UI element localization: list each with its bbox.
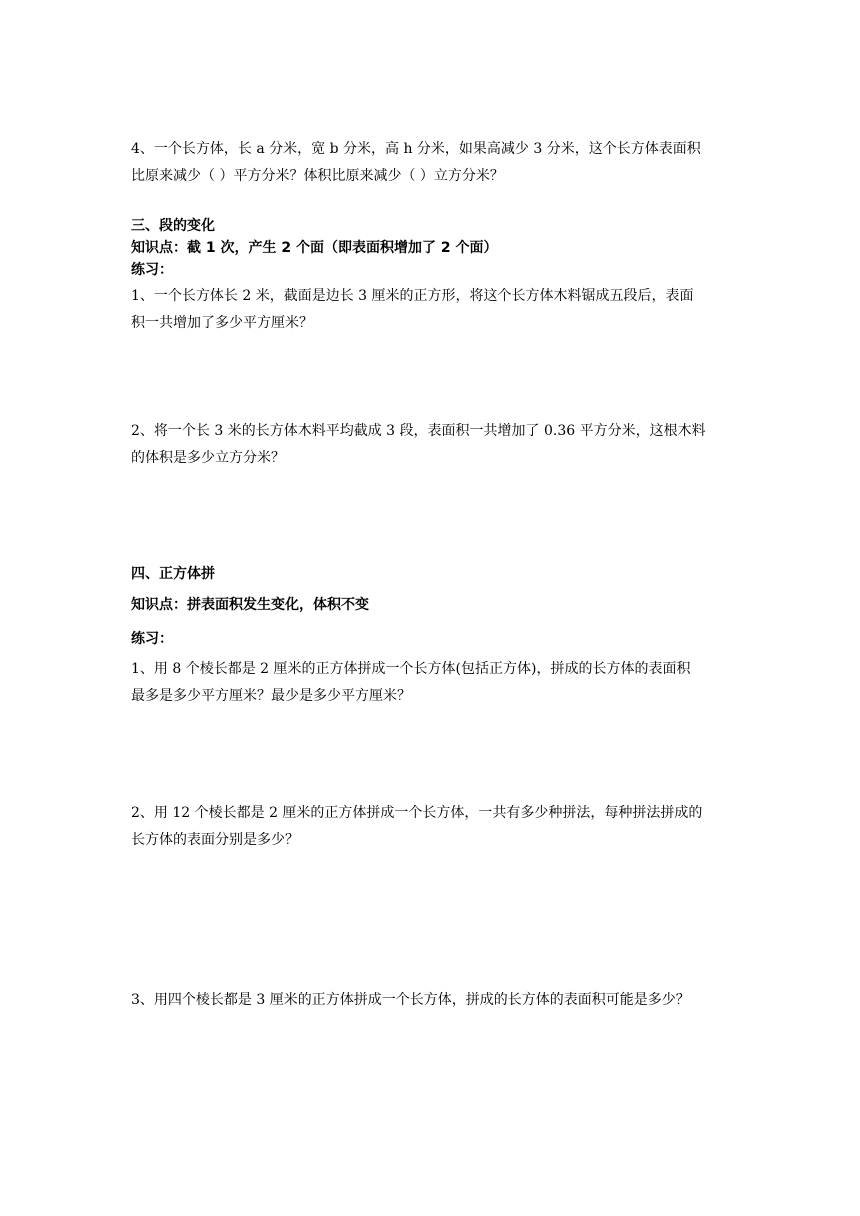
section-3-question-2-line-1: 2、将一个长 3 米的长方体木料平均截成 3 段，表面积一共增加了 0.36 平方分米，这根木料: [131, 423, 706, 439]
section-4-question-3: [131, 987, 731, 1014]
section-3-question-1: [131, 283, 731, 337]
section-3-question-2: [131, 418, 731, 472]
section-4-question-1: [131, 656, 731, 710]
section-4-knowledge-block: [131, 592, 731, 619]
section-4-question-2: [131, 800, 731, 854]
question-4-line-2: 比原来减少（ ）平方分米？体积比原来减少（ ）立方分米？: [131, 168, 504, 184]
question-4: [131, 136, 731, 190]
section-4-question-1-line-1: 1、用 8 个棱长都是 2 厘米的正方体拼成一个长方体(包括正方体)，拼成的长方体的表面积: [131, 661, 691, 677]
section-4-practice-block: [131, 626, 731, 653]
section-3-question-1-line-1: 1、一个长方体长 2 米，截面是边长 3 厘米的正方形，将这个长方体木料锯成五段后，表面: [131, 288, 694, 304]
section-4-knowledge-point: 知识点：拼表面积发生变化，体积不变: [131, 597, 369, 613]
section-4-question-2-line-1: 2、用 12 个棱长都是 2 厘米的正方体拼成一个长方体，一共有多少种拼法，每种拼法拼成的: [131, 805, 703, 821]
section-4-practice-label: 练习：: [131, 631, 173, 647]
section-3-practice-label: 练习：: [131, 262, 173, 278]
section-4-question-3-line-1: 3、用四个棱长都是 3 厘米的正方体拼成一个长方体，拼成的长方体的表面积可能是多少？: [131, 992, 690, 1008]
section-4-heading: 四、正方体拼: [131, 566, 215, 582]
section-4-question-1-line-2: 最多是多少平方厘米？最少是多少平方厘米？: [131, 688, 411, 704]
question-4-line-1: 4、一个长方体，长 a 分米，宽 b 分米，高 h 分米，如果高减少 3 分米，这个长方体表面积: [131, 141, 701, 157]
section-4-question-2-line-2: 长方体的表面分别是多少？: [131, 832, 299, 848]
section-3-header: [131, 215, 731, 281]
section-4-heading-block: [131, 561, 731, 588]
section-3-question-2-line-2: 的体积是多少立方分米？: [131, 450, 285, 466]
section-3-knowledge-point: 知识点：截 1 次，产生 2 个面（即表面积增加了 2 个面）: [131, 240, 498, 256]
section-3-heading: 三、段的变化: [131, 218, 215, 234]
section-3-question-1-line-2: 积一共增加了多少平方厘米？: [131, 315, 313, 331]
